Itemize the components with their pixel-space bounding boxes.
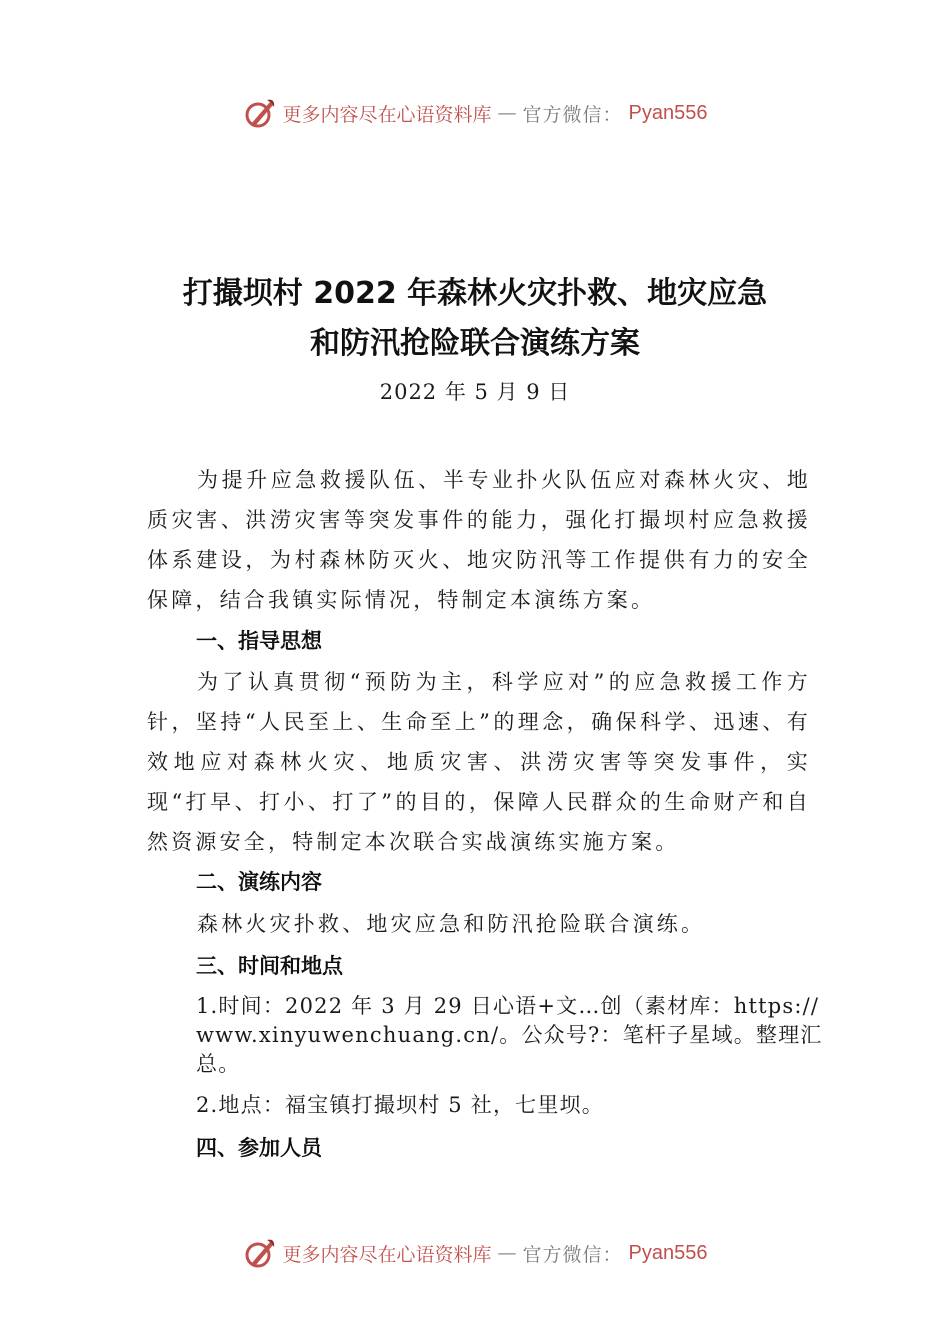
- section-body-drill-content: 森林火灾扑救、地灾应急和防汛抢险联合演练。: [197, 912, 706, 936]
- watermark-id: Pyan556: [628, 1241, 708, 1264]
- section-heading-guiding-thought: 一、指导思想: [196, 629, 322, 653]
- list-item-time: 1.时间：2022 年 3 月 29 日心语+文…创（素材库：https://www.xinyuwenchuang.cn/。公众号?：笔杆子星域。整理汇总。: [196, 994, 823, 1076]
- watermark-dash: —: [497, 1242, 517, 1264]
- quill-logo-icon: [243, 1236, 277, 1270]
- list-item-place: 2.地点：福宝镇打撮坝村 5 社，七里坝。: [196, 1093, 604, 1117]
- section-heading-drill-content: 二、演练内容: [196, 870, 322, 894]
- watermark-text: 更多内容尽在心语资料库: [282, 1243, 492, 1266]
- section-heading-time-place: 三、时间和地点: [196, 954, 343, 978]
- watermark-label: 官方微信：: [522, 1243, 623, 1266]
- document-date: 2022 年 5 月 9 日: [379, 380, 571, 404]
- header-watermark: [0, 96, 950, 130]
- watermark-label: 官方微信：: [522, 103, 623, 126]
- footer-watermark: [0, 1236, 950, 1270]
- watermark-text: 更多内容尽在心语资料库: [282, 103, 492, 126]
- section-body-guiding-thought: 为了认真贯彻“预防为主，科学应对”的应急救援工作方针，坚持“人民至上、生命至上”的理念，确保科学、迅速、有效地应对森林火灾、地质灾害、洪涝灾害等突发事件，实现“打早、打小、打了”的目的，保障人民群众的生命财产和自然资源安全，特制定本次联合实战演练实施方案。: [147, 670, 811, 854]
- section-heading-participants: 四、参加人员: [196, 1136, 322, 1160]
- quill-logo-icon: [243, 96, 277, 130]
- document-title-line-2: 和防汛抢险联合演练方案: [310, 326, 640, 361]
- watermark-id: Pyan556: [628, 101, 708, 124]
- intro-paragraph: 为提升应急救援队伍、半专业扑火队伍应对森林火灾、地质灾害、洪涝灾害等突发事件的能力，强化打撮坝村应急救援体系建设，为村森林防灭火、地灾防汛等工作提供有力的安全保障，结合我镇实际情况，特制定本演练方案。: [147, 468, 811, 612]
- watermark-dash: —: [497, 102, 517, 124]
- document-title-line-1: 打撮坝村 2022 年森林火灾扑救、地灾应急: [182, 276, 768, 311]
